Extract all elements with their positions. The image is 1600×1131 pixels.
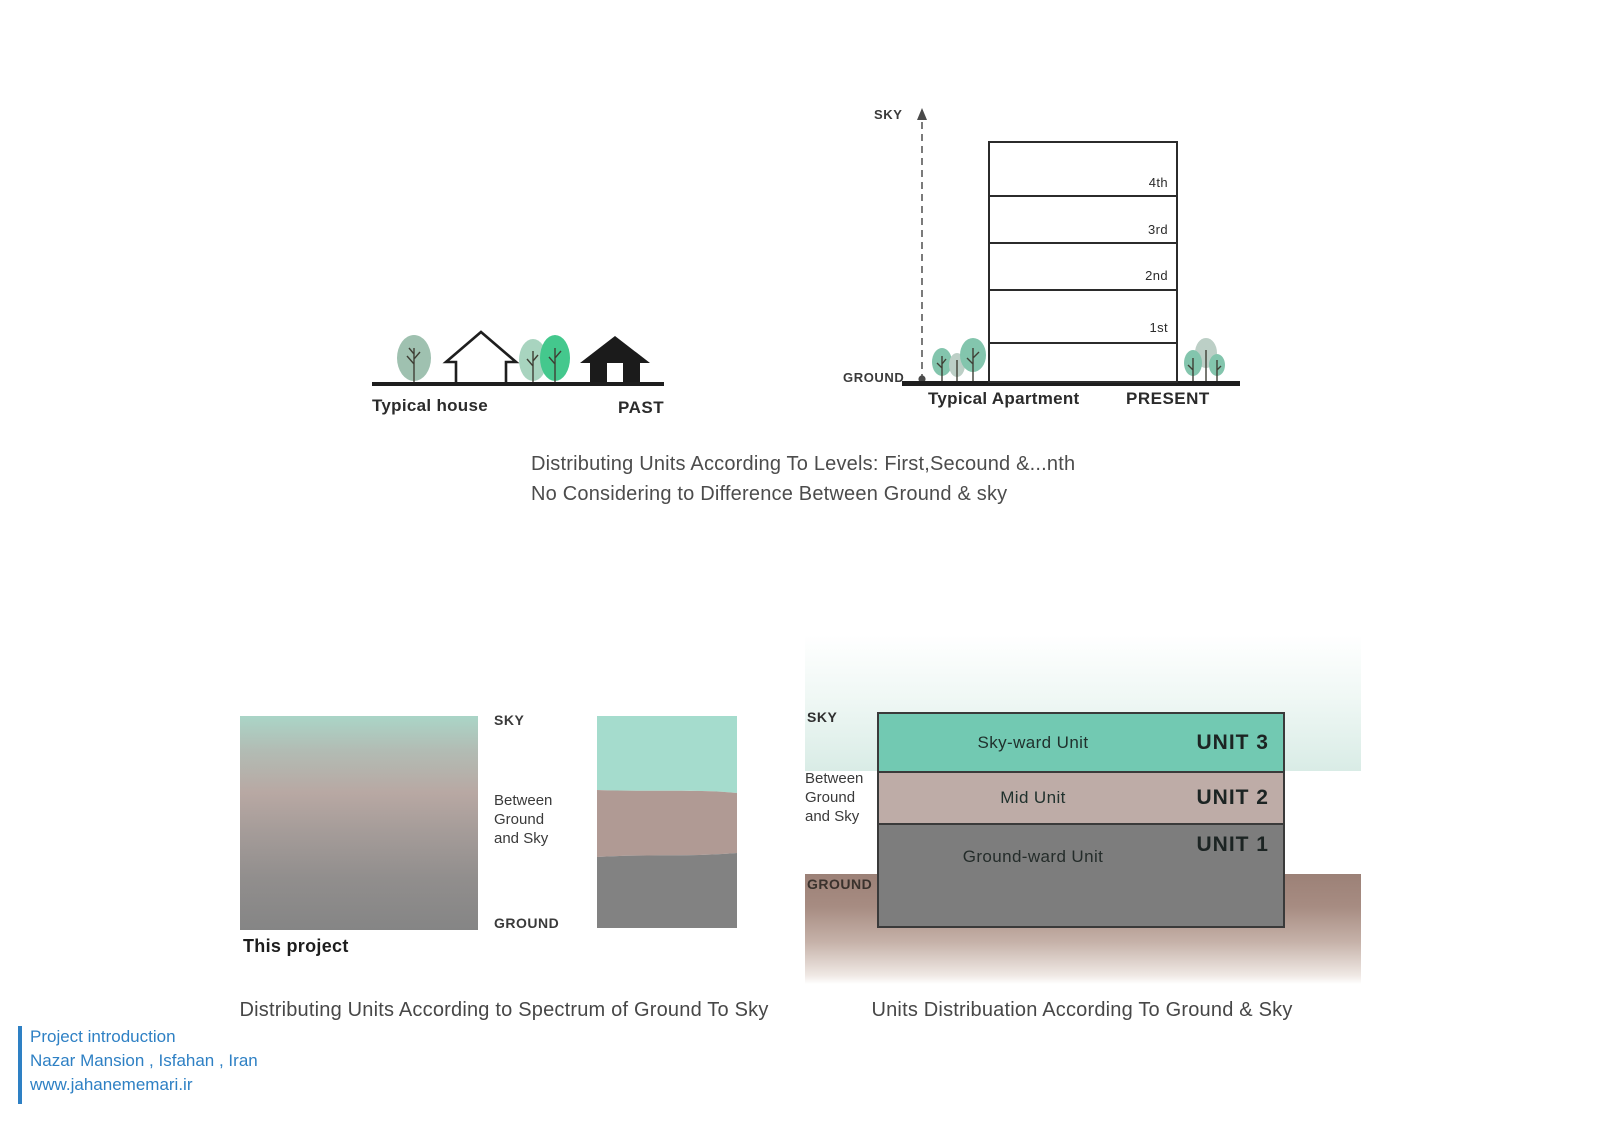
spectrum-sky-label: SKY — [494, 712, 525, 728]
footer-accent-bar — [18, 1026, 22, 1104]
spectrum-between-label — [494, 791, 552, 848]
present-era-label: PRESENT — [1126, 389, 1210, 408]
between-line: Between — [805, 770, 864, 787]
top-caption-line2: No Considering to Difference Between Ground & sky — [531, 483, 1008, 505]
unit-number: UNIT 1 — [1196, 833, 1269, 856]
units-ground-label: GROUND — [807, 876, 873, 892]
spectrum-banded-swatch — [597, 716, 737, 928]
units-caption: Units Distribuation According To Ground & Sky — [871, 999, 1293, 1021]
unit-name: Mid Unit — [1000, 788, 1066, 807]
past-diagram-graphic — [372, 296, 664, 388]
spectrum-gradient-swatch — [240, 716, 478, 930]
tree-icon — [1209, 354, 1225, 381]
units-sky-label: SKY — [807, 709, 838, 725]
spectrum-caption: Distributing Units According to Spectrum of Ground To Sky — [239, 999, 769, 1021]
unit-band-ground-ward — [879, 823, 1283, 926]
ground-line — [372, 382, 664, 386]
floor-divider — [990, 342, 1176, 344]
footer-location-line: Nazar Mansion , Isfahan , Iran — [30, 1051, 258, 1070]
between-line: and Sky — [805, 808, 860, 825]
unit-name: Sky-ward Unit — [977, 732, 1089, 752]
between-line: Between — [494, 792, 553, 809]
unit-stack — [877, 712, 1285, 928]
floor-label-4th: 4th — [1148, 175, 1168, 190]
floor-divider — [990, 195, 1176, 197]
sky-axis-arrow-icon — [917, 108, 927, 383]
unit-band-mid — [879, 771, 1283, 823]
footer-website-link[interactable]: www.jahanememari.ir — [30, 1075, 193, 1094]
spectrum-ground-label: GROUND — [494, 915, 560, 931]
present-diagram-label: Typical Apartment — [928, 389, 1080, 408]
floor-divider — [990, 289, 1176, 291]
tree-icon — [540, 335, 570, 382]
apartment-building — [988, 141, 1178, 383]
present-ground-label: GROUND — [843, 370, 905, 385]
present-sky-label: SKY — [874, 107, 903, 122]
between-line: Ground — [805, 789, 856, 806]
unit-number: UNIT 3 — [1196, 730, 1269, 754]
units-between-label — [805, 769, 863, 826]
past-era-label: PAST — [618, 398, 665, 417]
tree-icon — [960, 338, 986, 381]
tree-icon — [932, 348, 952, 381]
top-caption-line1: Distributing Units According To Levels: First,Secound &...nth — [531, 453, 1076, 475]
this-project-label: This project — [243, 936, 349, 956]
between-line: and Sky — [494, 830, 549, 847]
floor-label-3rd: 3rd — [1148, 222, 1168, 237]
tree-icon — [1184, 350, 1202, 381]
footer — [30, 1025, 258, 1097]
footer-project-line: Project introduction — [30, 1027, 176, 1046]
tree-icon — [397, 335, 431, 382]
unit-name: Ground-ward Unit — [962, 847, 1104, 866]
floor-label-1st: 1st — [1149, 320, 1168, 335]
unit-number: UNIT 2 — [1196, 786, 1269, 809]
unit-band-sky-ward — [879, 714, 1283, 771]
floor-label-2nd: 2nd — [1145, 268, 1168, 283]
outline-house-icon — [446, 332, 516, 382]
top-caption — [531, 449, 1131, 509]
between-line: Ground — [494, 811, 545, 828]
black-house-icon — [580, 336, 650, 382]
past-diagram-label: Typical house — [372, 396, 489, 415]
floor-divider — [990, 242, 1176, 244]
